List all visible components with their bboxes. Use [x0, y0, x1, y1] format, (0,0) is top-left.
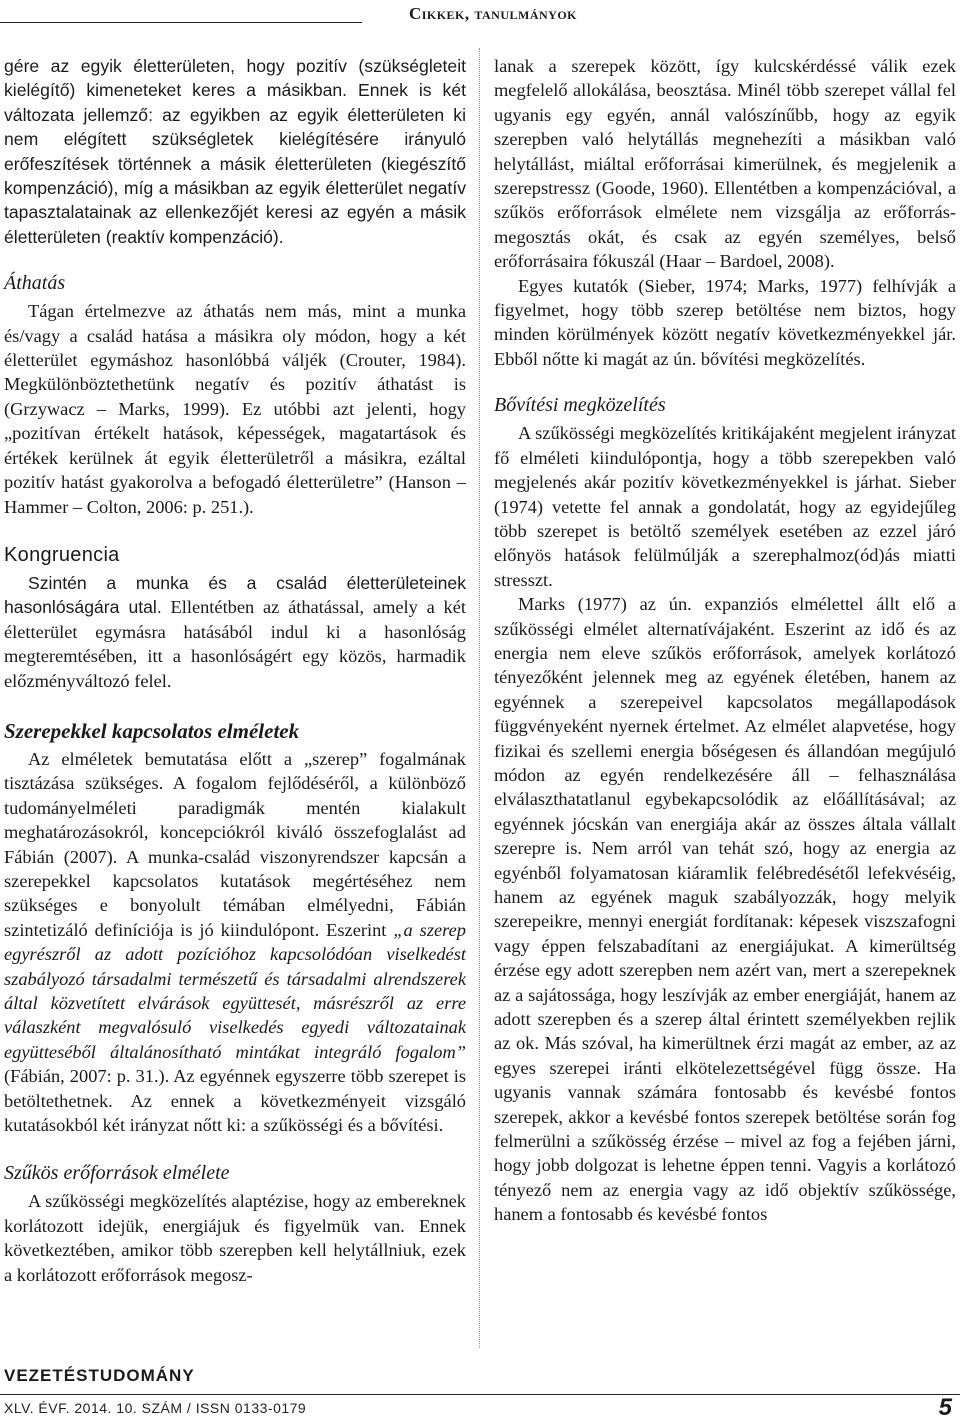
- paragraph-compensation: gére az egyik életterületen, hogy pozitív (szükségleteit kielégítő) kimeneteket keres a másikban. Ennek is két változata jellemző: az egyikben az egyik életterületen ki nem elégített szükségletek kielégítésére irányuló erőfeszítések történnek a másik életterületen (kiegészítő kompenzáció), míg a másikban az egyik életterület negatív tapasztalatainak az ellenkezőjét keresi az egyén a másik életterületen (reaktív kompenzáció).: [4, 56, 466, 247]
- paragraph-kongruencia: [4, 571, 466, 693]
- paragraph-kongruencia-b: Ellentétben az áthatással, amely a két életterület egymásra hatásából indul ki a hasonlóság megteremtésében, itt a hasonlóságért egy közös, harmadik előzményváltozó felel.: [4, 597, 466, 691]
- paragraph-szerep-b: (Fábián, 2007: p. 31.). Az egyénnek egyszerre több szerepet is betöltethetnek. Az ennek a következményeit vizsgáló kutatásokból két irányzat nőtt ki: a szűkösségi és a bővítési.: [4, 1066, 466, 1136]
- paragraph-szerep: [4, 747, 466, 1138]
- issue-info: XLV. ÉVF. 2014. 10. SZÁM / ISSN 0133-0179: [4, 1400, 307, 1416]
- paragraph-bovitesi: A szűkösségi megközelítés kritikájaként megjelent irányzat fő elméleti kiindulópontja, hogy a több szerepekben való megjelenés akár pozitív következményekkel is járhat. Sieber (1974) vetette fel annak a gondolatát, hogy az egyidejűleg több szerepet is betöltő személyek esetében az ezzel járó előnyös hatások felülmúlják a szerephalmoz(ód)ás miatti stresszt.: [494, 423, 956, 590]
- paragraph-szerep-a: Az elméletek bemutatása előtt a „szerep” fogalmának tisztázása szükséges. A fogalom fejlődéséről, a különböző tudományelméleti paradigmák mentén kialakult meghatározásokról, koncepciókról kiváló összefoglalást ad Fábián (2007). A munka-család viszonyrendszer kapcsán a szerepekkel kapcsolatos kutatások megértéséhez nem szükséges e bonyolult témában elmélyedni, Fábián szintetizáló definíciója is jó kiindulópont. Eszerint: [4, 748, 466, 940]
- left-column: [4, 54, 466, 1287]
- heading-athatas: Áthatás: [4, 272, 66, 295]
- paragraph-athatas: [4, 299, 466, 519]
- paragraph-athatas-b: Ez utóbbi azt jelenti, hogy „pozitívan értékelt hatások, képességek, magatartások és értékek kerülnek át egyik életterületről a másikra, ezáltal pozitív hatást gyakorolva a befogadó életterületre” (Hanson – Hammer – Colton, 2006: p. 251.).: [4, 398, 466, 517]
- heading-bovitesi: Bővítési megközelítés: [494, 394, 666, 417]
- running-header: Cikkek, tanulmányok: [408, 4, 577, 23]
- header-rule: [0, 22, 362, 23]
- paragraph-role-stress: lanak a szerepek között, így kulcskérdéssé válik ezek megfelelő allokálása, beosztása. Minél több szerepet vállal fel ugyanis egy egyén, annál valószínűbb, hogy az egyik szerepben való helytállás megnehezíti a másikban való helytállást, miáltal erőforrásai kimerülnek, és megjelenik a szerepstressz (Goode, 1960). Ellentétben a kompenzációval, a szűkös erőforrások elmélete nem vizsgálja az erőforrás-megosztás okát, és csak az egyén személyes, belső erőforrásaira fókuszál (Haar – Bardoel, 2008).: [494, 56, 956, 272]
- paragraph-szerep-quote: „a szerep egyrészről az adott pozícióhoz kapcsolódóan viselkedést szabályozó társadalmi természetű és társadalmi alrendszerek által közvetített elvárások együttesét, másrészről az erre válaszként megvalósuló viselkedés egyedi változatainak együtteséből általánosítható mintákat integráló fogalom”: [4, 919, 466, 1062]
- footer-rule: [0, 1394, 960, 1395]
- heading-szerep: Szerepekkel kapcsolatos elméletek: [4, 718, 300, 743]
- page-number: 5: [938, 1394, 952, 1421]
- paragraph-szukos: A szűkösségi megközelítés alaptézise, hogy az embereknek korlátozott idejük, energiájuk és figyelmük van. Ennek következtében, amikor több szerepben kell helytállniuk, ezek a korlátozott erőforrások megosz-: [4, 1191, 466, 1285]
- paragraph-marks: Marks (1977) az ún. expanziós elmélettel állt elő a szűkösségi elmélet alternatívájaként. Eszerint az idő és az energia nem eleve szűkös erőforrások, amelyek korlátozó tényezőként jelennek meg az egyének életében, hanem az egyénnek a szerepeivel kapcsolatos megállapodások függvényeként nyernek értelmet. Az elmélet alapvetése, hogy fizikai és szellemi energia bőségesen és állandóan megújuló módon az egyén rendelkezésére áll – felhasználása elválaszthatatlanul egybekapcsolódik az előállításával; az egyénnek jócskán van energiája akár az összes általa vállalt szerepre is. Nem arról van tehát szó, hogy az energia az egyénből folyamatosan kiáramlik felébredésétől lefekvéséig, hanem az egyének maguk szabályozzák, hogy melyik szerepeikre, mennyi energiát fordítanak: képesek viszszafogni vagy éppen felszabadítani az energiájukat. A kimerültség érzése egy adott szerepben nem azért van, mert a szerepeknek az a sajátossága, hogy leszívják az ember energiáját, hanem az adott szerepben és a szerep által érintett személyekben rejlik az ok. Más szóval, ha kimerültnek érzi magát az ember, az az egyes szerepei iránti elkötelezettségével függ össze. Ha ugyanis vannak számára fontosabb és kevésbé fontos szerepek, akkor a kevésbé fontos szerepek betöltése során fog felmerülni a szűkösség érzése – mivel az fog a fejében járni, hogy jobb dolgozat is lehetne éppen tenni. Vagyis a korlátozó tényező nem az energia vagy az idő objektív szűkössége, hanem a fontosabb és kevésbé fontos: [494, 594, 956, 1225]
- heading-szukos: Szűkös erőforrások elmélete: [4, 1162, 230, 1185]
- journal-brand: VEZETÉSTUDOMÁNY: [4, 1366, 195, 1385]
- heading-kongruencia: Kongruencia: [4, 543, 120, 566]
- column-divider: [479, 48, 480, 1348]
- paragraph-researchers: Egyes kutatók (Sieber, 1974; Marks, 1977) felhívják a figyelmet, hogy több szerep betöltése nem biztos, hogy minden körülmények között negatív következményekkel jár. Ebből nőtte ki magát az ún. bővítési megközelítés.: [494, 275, 956, 369]
- paragraph-kongruencia-a: Szintén a munka és a család életterületeinek hasonlóságára utal.: [4, 572, 466, 618]
- paragraph-athatas-a: Tágan értelmezve az áthatás nem más, mint a munka és/vagy a család hatása a másikra oly módon, hogy a két életterület egymáshoz hasonlóbbá váljék (Crouter, 1984). Megkülönböztethetünk negatív és pozitív áthatást is (Grzywacz – Marks, 1999).: [4, 301, 466, 419]
- right-column: [494, 54, 956, 1227]
